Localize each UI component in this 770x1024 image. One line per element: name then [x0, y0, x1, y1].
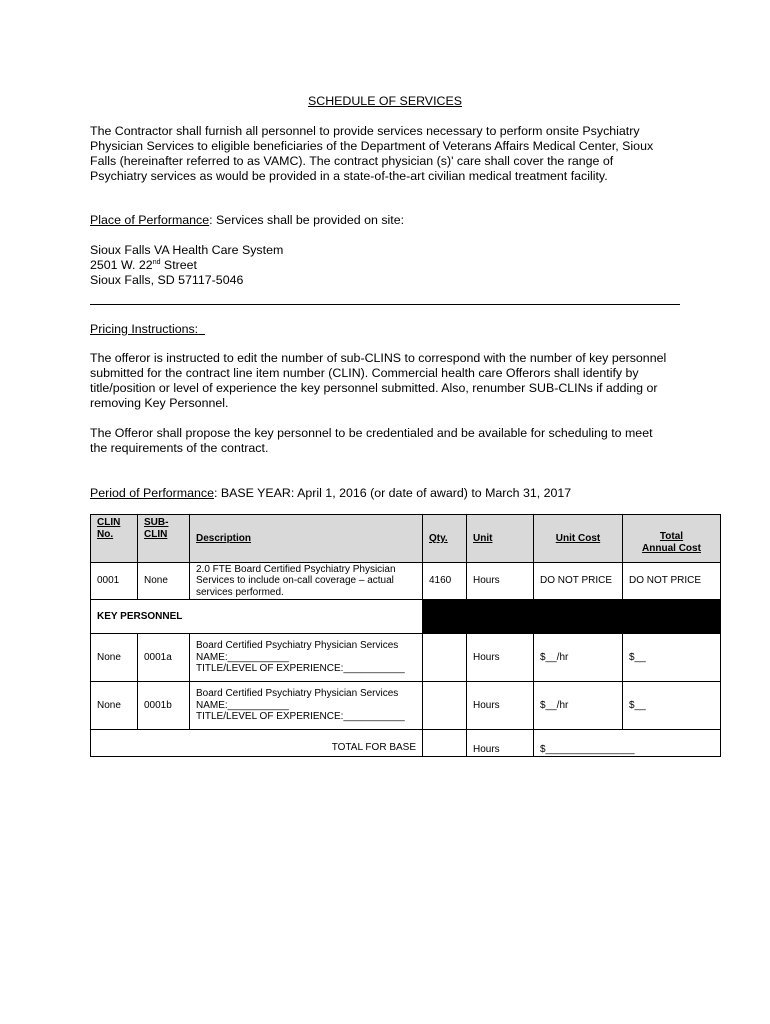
cell-qty: [423, 730, 467, 757]
page-title: SCHEDULE OF SERVICES: [307, 94, 462, 108]
address-block: [90, 243, 690, 288]
cell-subclin: 0001b: [138, 682, 190, 730]
intro-line: Falls (hereinafter referred to as VAMC). The contract physician (s)' care shall cover the range of: [90, 154, 614, 168]
pricing-line: The offeror is instructed to edit the number of sub-CLINS to correspond with the number of key personnel: [90, 351, 667, 365]
total-unit: Hours: [467, 730, 534, 757]
total-row: [91, 730, 721, 757]
cell-description: Board Certified Psychiatry Physician Services NAME:___________ TITLE/LEVEL OF EXPERIENCE:___________: [190, 682, 423, 730]
cell-unit: Hours: [467, 563, 534, 600]
address-line-3: Sioux Falls, SD 57117-5046: [90, 273, 244, 287]
header-clin: CLIN No.: [91, 515, 138, 563]
cell-description: 2.0 FTE Board Certified Psychiatry Physician Services to include on-call coverage – actual services performed.: [190, 563, 423, 600]
cell-total: $__: [623, 634, 721, 682]
cell-total: DO NOT PRICE: [623, 563, 721, 600]
cell-subclin: 0001a: [138, 634, 190, 682]
table-header-row: [91, 515, 721, 563]
key-personnel-label: KEY PERSONNEL: [91, 600, 423, 634]
pricing-line: The Offeror shall propose the key personnel to be credentialed and be available for scheduling to meet: [90, 426, 653, 440]
table-row: [91, 682, 721, 730]
intro-line: Physician Services to eligible beneficiaries of the Department of Veterans Affairs Medical Center, Sioux: [90, 139, 654, 153]
intro-line: Psychiatry services as would be provided in a state-of-the-art civilian medical treatment facility.: [90, 169, 608, 183]
pricing-line: title/position or level of experience the key personnel submitted. Also, renumber SUB-CLINs if adding or: [90, 381, 658, 395]
header-unit: Unit: [467, 515, 534, 563]
pricing-line: removing Key Personnel.: [90, 396, 229, 410]
cell-qty: 4160: [423, 563, 467, 600]
header-description: Description: [190, 515, 423, 563]
header-subclin: SUB- CLIN: [138, 515, 190, 563]
place-heading: Place of Performance: [90, 213, 210, 227]
cell-qty: [423, 634, 467, 682]
cell-clin: 0001: [91, 563, 138, 600]
cell-clin: None: [91, 682, 138, 730]
period-of-performance: [90, 486, 690, 501]
pricing-paragraph-1: [90, 351, 690, 411]
pricing-heading: Pricing Instructions:: [90, 322, 199, 336]
cell-description: Board Certified Psychiatry Physician Services NAME:___________ TITLE/LEVEL OF EXPERIENCE:___________: [190, 634, 423, 682]
intro-line: The Contractor shall furnish all personnel to provide services necessary to perform onsite Psychiatry: [90, 124, 640, 138]
intro-paragraph: [90, 124, 690, 184]
cell-unit: Hours: [467, 682, 534, 730]
period-heading: Period of Performance: [90, 486, 214, 500]
header-qty: Qty.: [423, 515, 467, 563]
cell-unit: Hours: [467, 634, 534, 682]
table-row: [91, 634, 721, 682]
horizontal-divider: [90, 304, 680, 305]
shaded-cell: [423, 600, 721, 634]
pricing-line: the requirements of the contract.: [90, 441, 269, 455]
address-line-2: 2501 W. 22nd Street: [90, 258, 197, 272]
cell-unit-cost: $__/hr: [534, 634, 623, 682]
pricing-paragraph-2: [90, 426, 690, 456]
cell-unit-cost: DO NOT PRICE: [534, 563, 623, 600]
cell-unit-cost: $__/hr: [534, 682, 623, 730]
cell-qty: [423, 682, 467, 730]
period-text: : BASE YEAR: April 1, 2016 (or date of award) to March 31, 2017: [213, 486, 572, 500]
schedule-table: [90, 514, 721, 757]
place-of-performance: [90, 213, 690, 228]
pricing-line: submitted for the contract line item number (CLIN). Commercial health care Offerors shall identify by: [90, 366, 639, 380]
address-line-1: Sioux Falls VA Health Care System: [90, 243, 284, 257]
total-label: TOTAL FOR BASE: [91, 730, 423, 757]
key-personnel-row: [91, 600, 721, 634]
header-total-annual-cost: Total Annual Cost: [623, 515, 721, 563]
cell-total: $__: [623, 682, 721, 730]
total-amount: $________________: [534, 730, 721, 757]
cell-subclin: None: [138, 563, 190, 600]
header-unit-cost: Unit Cost: [534, 515, 623, 563]
table-row: [91, 563, 721, 600]
place-text: : Services shall be provided on site:: [209, 213, 405, 227]
cell-clin: None: [91, 634, 138, 682]
